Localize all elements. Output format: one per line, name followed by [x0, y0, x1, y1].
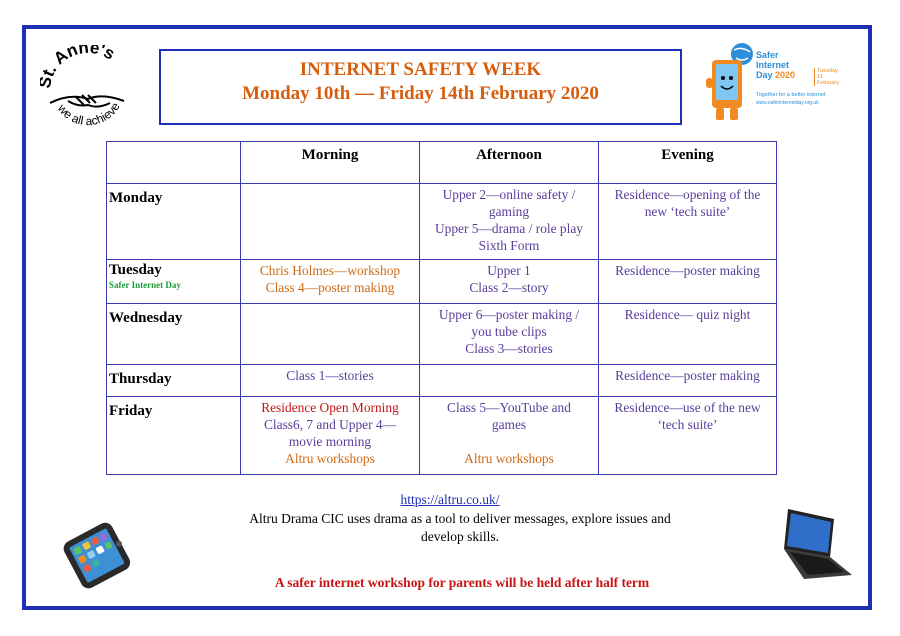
monday-morning: [241, 184, 420, 260]
table-row: [107, 365, 777, 397]
sid-url: www.saferinternetday.org.uk: [756, 100, 819, 106]
school-motto: we all achieve: [54, 99, 123, 129]
parents-workshop-note: A safer internet workshop for parents will be held after half term: [274, 575, 650, 590]
title-box: [159, 49, 682, 125]
header-afternoon: Afternoon: [420, 142, 599, 184]
monday-afternoon: Upper 2—online safety / gaming Upper 5—drama / role play Sixth Form: [420, 184, 599, 260]
laptop-icon: [776, 505, 854, 585]
friday-evening: Residence—use of the new ‘tech suite’: [599, 397, 777, 475]
friday-afternoon: Class 5—YouTube and games Altru workshops: [420, 397, 599, 475]
tablet-mascot-icon: [706, 42, 754, 126]
table-row: [107, 397, 777, 475]
tuesday-evening: Residence—poster making: [599, 260, 777, 304]
monday-evening: Residence—opening of the new ‘tech suite’: [599, 184, 777, 260]
safer-internet-day-logo: [706, 42, 846, 128]
day-thursday: Thursday: [107, 365, 241, 397]
header-evening: Evening: [599, 142, 777, 184]
svg-text:we all achieve: [54, 100, 123, 129]
table-header-row: [107, 142, 777, 184]
thursday-afternoon: [420, 365, 599, 397]
altru-link-wrap: [0, 492, 900, 508]
table-row: [107, 304, 777, 365]
smartphone-icon: [56, 520, 136, 592]
page-dates: Monday 10th — Friday 14th February 2020: [242, 83, 599, 104]
thursday-morning: Class 1—stories: [241, 365, 420, 397]
school-logo: [40, 45, 135, 135]
svg-text:St. Anne's: [40, 45, 118, 90]
tuesday-afternoon: Upper 1 Class 2—story: [420, 260, 599, 304]
sid-line2: Internet: [756, 60, 790, 70]
day-friday: Friday: [107, 397, 241, 475]
thursday-evening: Residence—poster making: [599, 365, 777, 397]
schedule-table: [106, 141, 777, 475]
page-title: INTERNET SAFETY WEEK: [299, 59, 542, 80]
table-row: [107, 184, 777, 260]
sid-line3: Day: [756, 70, 773, 80]
table-row: [107, 260, 777, 304]
sid-year: 2020: [775, 70, 796, 80]
friday-morning: Residence Open Morning Class6, 7 and Upper 4— movie morning Altru workshops: [241, 397, 420, 475]
wednesday-morning: [241, 304, 420, 365]
sid-tagline: Together for a better internet: [756, 92, 826, 98]
sid-date: Tuesday 11 February: [814, 68, 843, 86]
wednesday-evening: Residence— quiz night: [599, 304, 777, 365]
tuesday-morning: Chris Holmes—workshop Class 4—poster making: [241, 260, 420, 304]
altru-description: Altru Drama CIC uses drama as a tool to deliver messages, explore issues and develop skills.: [249, 511, 671, 544]
altru-link[interactable]: https://altru.co.uk/: [400, 492, 500, 507]
header-empty: [107, 142, 241, 184]
sid-line1: Safer: [756, 50, 779, 60]
day-tuesday: Tuesday Safer Internet Day: [107, 260, 241, 304]
day-wednesday: Wednesday: [107, 304, 241, 365]
header-morning: Morning: [241, 142, 420, 184]
wednesday-afternoon: Upper 6—poster making / you tube clips Class 3—stories: [420, 304, 599, 365]
safer-internet-day-label: Safer Internet Day: [109, 280, 181, 290]
school-name: t. Anne's: [40, 45, 119, 80]
day-monday: Monday: [107, 184, 241, 260]
